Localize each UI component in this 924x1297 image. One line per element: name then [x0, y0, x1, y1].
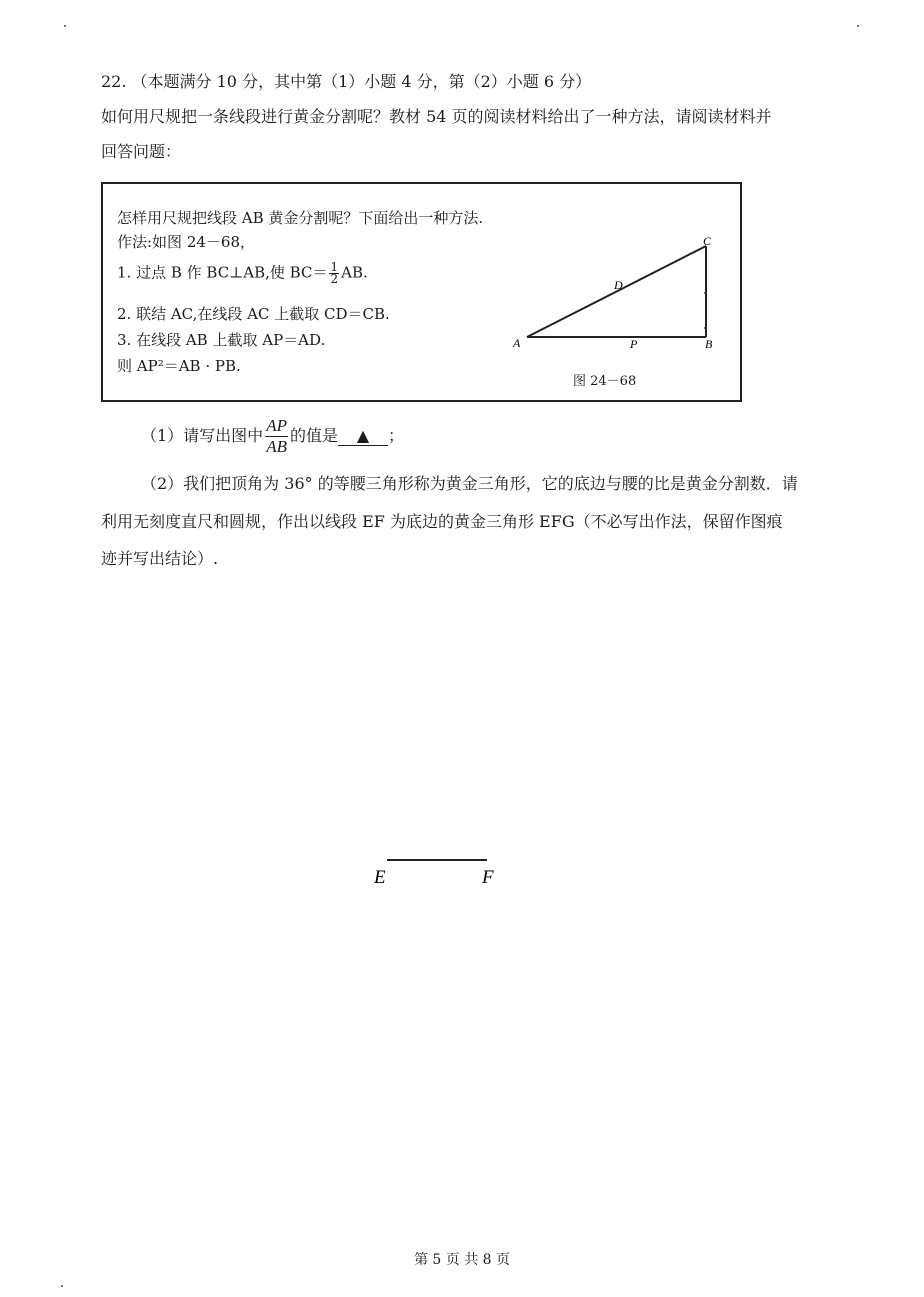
label-f: F — [482, 867, 494, 888]
reading-conclusion: 则 AP²＝AB · PB. — [117, 357, 241, 375]
label-a: A — [513, 336, 521, 348]
question-header: 22. （本题满分 10 分，其中第（1）小题 4 分，第（2）小题 6 分） — [101, 72, 592, 91]
blank-mark: ▲ — [356, 426, 370, 445]
reading-step3: 3. 在线段 AB 上截取 AP＝AD. — [117, 331, 326, 349]
label-p: P — [630, 337, 638, 348]
question-intro-line2: 回答问题： — [101, 142, 182, 161]
part2-line1: （2）我们把顶角为 36° 的等腰三角形称为黄金三角形，它的底边与腰的比是黄金分割数．请 — [141, 474, 798, 493]
tick-mark — [704, 292, 706, 294]
part2-line3: 迹并写出结论）. — [101, 549, 219, 568]
step1-fraction — [329, 262, 339, 285]
answer-blank — [338, 427, 388, 446]
label-d: D — [614, 278, 623, 292]
part1-prefix: （1）请写出图中 — [141, 426, 264, 445]
step1-frac-den: 2 — [330, 272, 339, 286]
page-footer: 第 5 页 共 8 页 — [413, 1252, 511, 1268]
reading-material-box — [101, 182, 742, 402]
part2-line2: 利用无刻度直尺和圆规，作出以线段 EF 为底边的黄金三角形 EFG（不必写出作法，保留作图痕 — [101, 512, 783, 531]
label-e: E — [374, 867, 386, 888]
figure-caption: 图 24－68 — [573, 374, 637, 389]
part1-frac-den: AB — [266, 437, 287, 456]
part1 — [141, 416, 404, 457]
question-intro-line1: 如何用尺规把一条线段进行黄金分割呢？教材 54 页的阅读材料给出了一种方法，请阅读材料并 — [101, 107, 772, 126]
part1-frac-num: AP — [266, 416, 287, 435]
scan-dot — [64, 25, 66, 27]
scan-dot — [61, 1285, 63, 1287]
step1-suffix: AB. — [341, 263, 368, 282]
reading-line1: 怎样用尺规把线段 AB 黄金分割呢？下面给出一种方法. — [117, 209, 484, 227]
label-b: B — [705, 337, 713, 348]
step1-prefix: 1. 过点 B 作 BC⊥AB,使 BC＝ — [117, 263, 328, 282]
part1-end: ； — [387, 426, 404, 445]
right-angle-mark — [704, 327, 706, 329]
reading-line2: 作法:如图 24－68， — [117, 233, 255, 251]
part1-fraction — [265, 416, 288, 457]
reading-step2: 2. 联结 AC,在线段 AC 上截取 CD＝CB. — [117, 305, 390, 323]
segment-ef-figure — [370, 850, 510, 890]
label-c: C — [703, 234, 712, 248]
figure-24-68 — [511, 226, 726, 348]
part1-suffix: 的值是 — [289, 426, 338, 445]
step1-frac-num: 1 — [330, 260, 339, 274]
reading-step1 — [117, 262, 368, 285]
scan-dot — [857, 25, 859, 27]
